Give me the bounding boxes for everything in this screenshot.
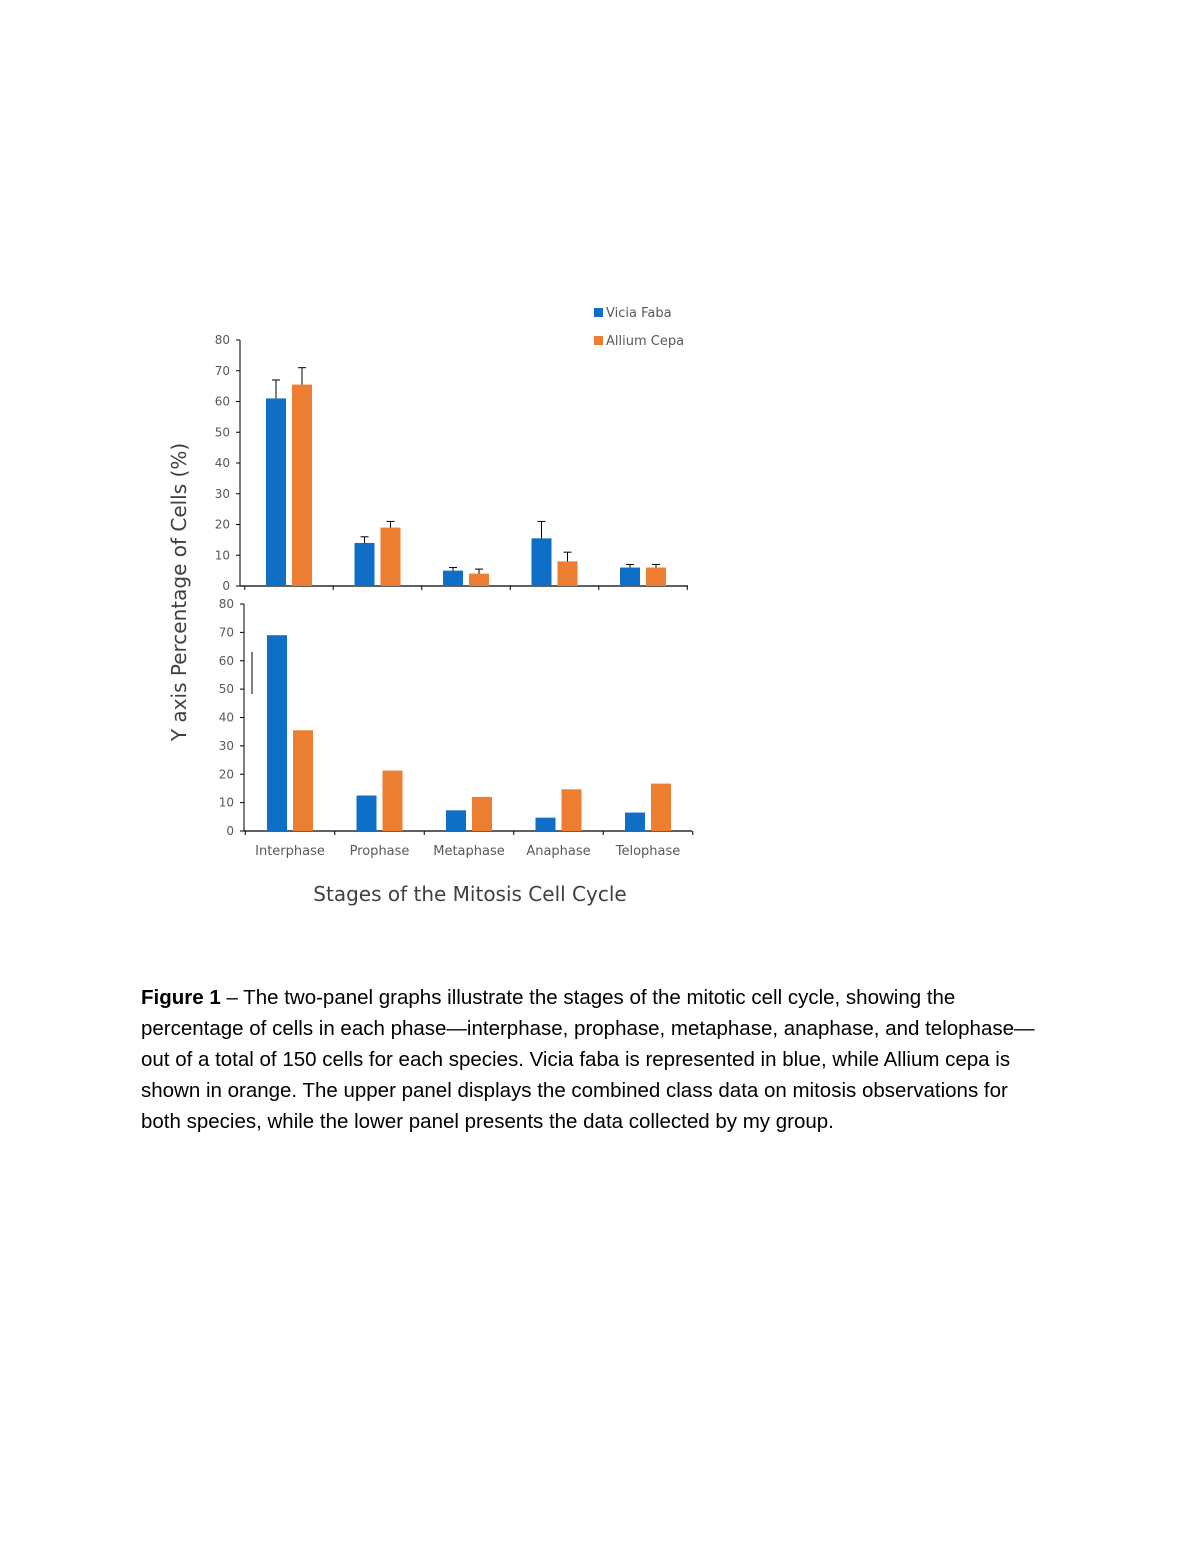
category-label: Interphase (255, 844, 325, 859)
x-axis-title: Stages of the Mitosis Cell Cycle (313, 882, 627, 906)
bar (625, 813, 645, 831)
bar (536, 818, 556, 831)
bar (383, 771, 403, 831)
legend-swatch (594, 308, 603, 317)
y-tick-label: 60 (218, 653, 234, 668)
y-tick-label: 70 (214, 363, 230, 378)
bar (267, 635, 287, 831)
y-tick-label: 20 (218, 767, 234, 782)
bar (292, 385, 312, 586)
y-tick-label: 20 (214, 517, 230, 532)
bar (651, 784, 671, 831)
legend-label: Allium Cepa (606, 334, 685, 349)
lower-panel-chart (219, 597, 693, 859)
legend-label: Vicia Faba (606, 306, 672, 321)
bar (562, 789, 582, 831)
y-tick-label: 0 (222, 579, 230, 593)
y-tick-label: 30 (218, 738, 234, 753)
y-tick-label: 10 (214, 548, 230, 563)
caption-text: – The two-panel graphs illustrate the stages of the mitotic cell cycle, showing the percentage of cells in each phase—interphase, prophase, metaphase, anaphase, and telophase—out of a total of 150 cells for each species. Vicia faba is represented in blue, while Allium cepa is shown in orange. The upper panel displays the combined class data on mitosis observations for both species, while the lower panel presents the data collected by my group. (141, 986, 1035, 1133)
bar (469, 574, 489, 586)
y-tick-label: 30 (214, 486, 230, 501)
legend (594, 306, 684, 349)
y-tick-label: 80 (218, 597, 234, 611)
bar (266, 398, 286, 586)
y-tick-label: 40 (218, 710, 234, 725)
figure-caption (141, 982, 1046, 1137)
y-tick-label: 50 (218, 682, 234, 697)
bar (293, 730, 313, 831)
y-axis-title: Y axis Percentage of Cells (%) (167, 442, 191, 742)
category-label: Anaphase (526, 844, 591, 859)
y-tick-label: 50 (214, 425, 230, 440)
bar (381, 528, 401, 586)
upper-panel-chart (215, 333, 688, 593)
y-tick-label: 10 (218, 795, 234, 810)
y-tick-label: 80 (214, 333, 230, 347)
bar (532, 538, 552, 586)
bar (620, 568, 640, 586)
y-tick-label: 60 (214, 394, 230, 409)
category-label: Prophase (349, 844, 410, 859)
y-tick-label: 0 (226, 824, 234, 838)
bar (446, 810, 466, 831)
bar (472, 797, 492, 831)
bar (646, 568, 666, 586)
bar (355, 543, 375, 586)
category-label: Metaphase (433, 844, 505, 859)
bar (357, 796, 377, 831)
caption-label: Figure 1 (141, 986, 221, 1009)
category-label: Telophase (615, 844, 681, 859)
y-tick-label: 40 (214, 456, 230, 470)
bar (443, 571, 463, 586)
legend-swatch (594, 336, 603, 345)
bar (558, 561, 578, 586)
y-tick-label: 70 (218, 625, 234, 640)
